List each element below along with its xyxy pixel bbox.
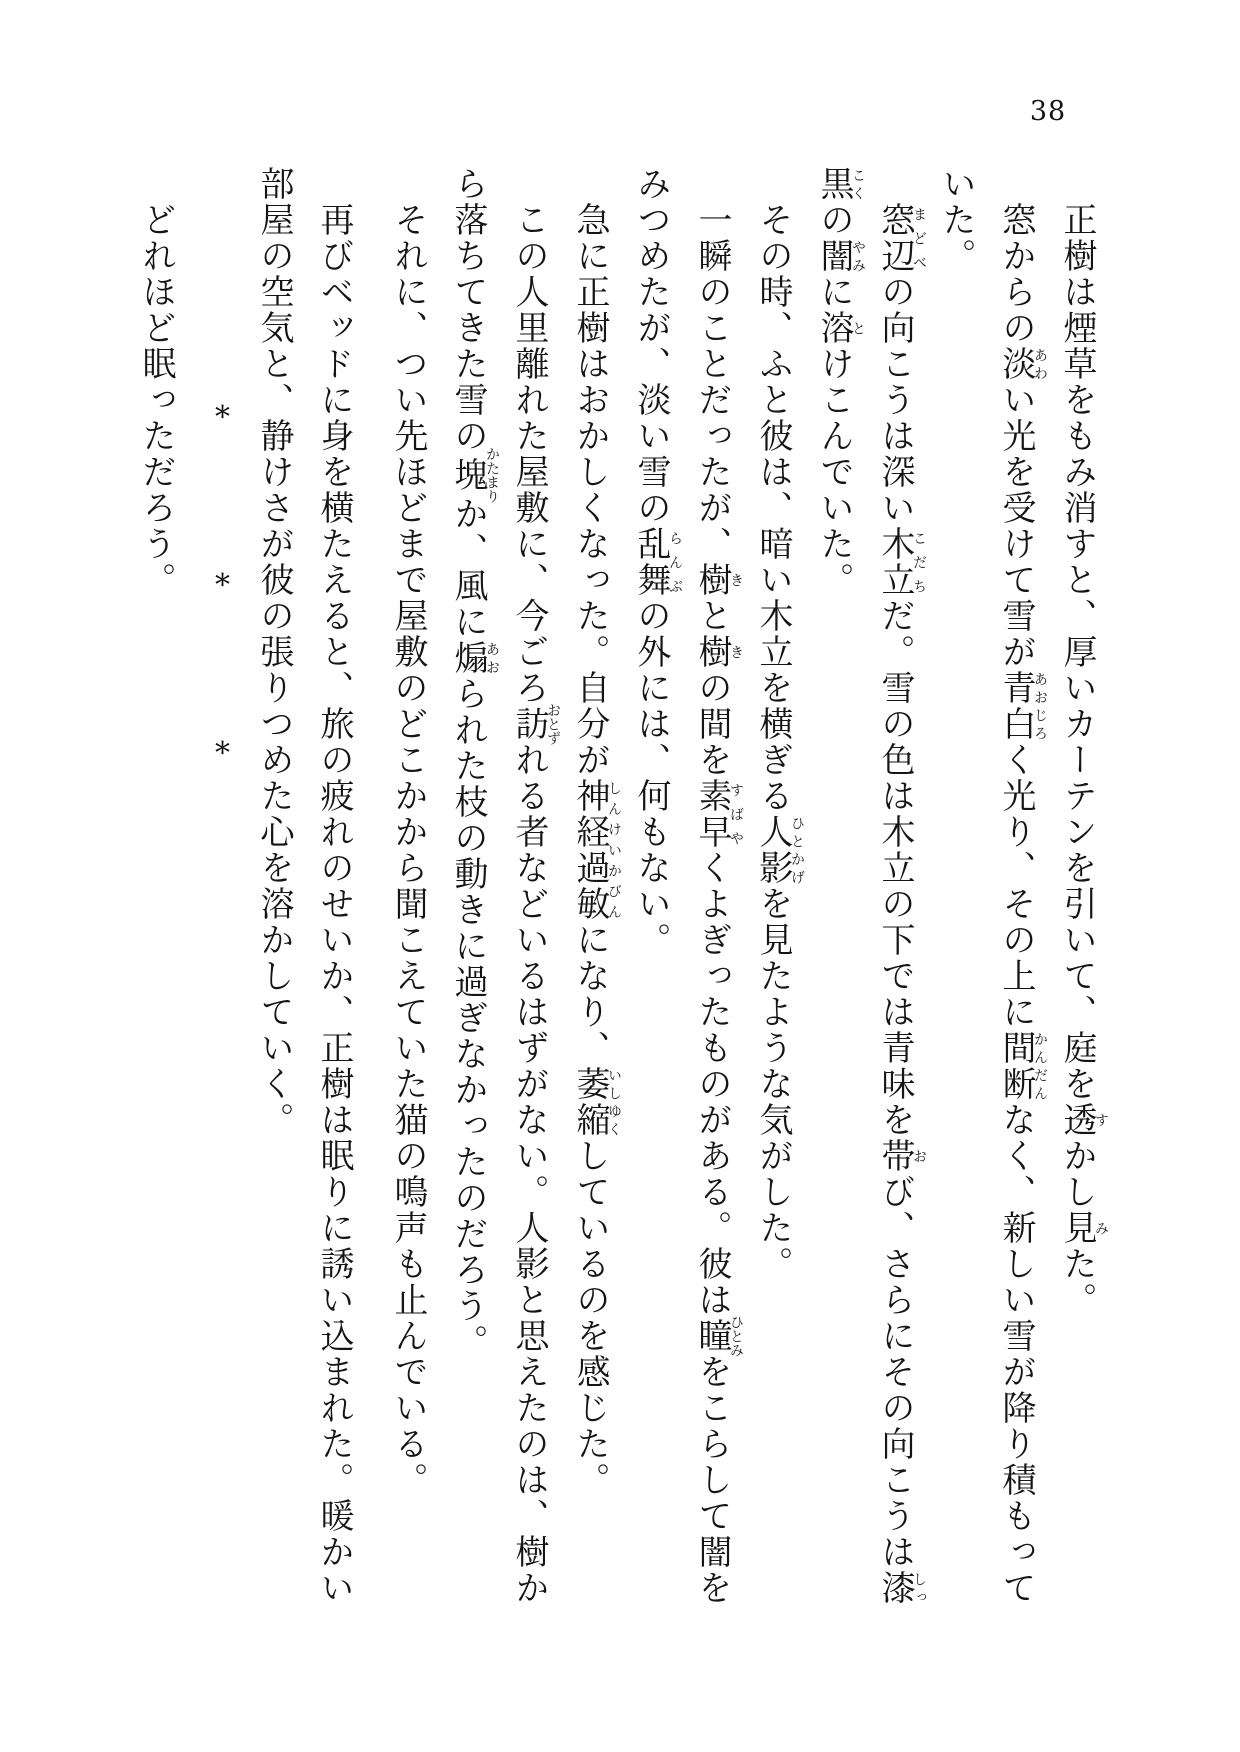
ruby-word: 乱舞らんぶ	[631, 526, 683, 598]
ruby-word: 木立こだち	[875, 526, 927, 598]
separator-asterisk: *	[205, 736, 240, 771]
page-number: 38	[1029, 96, 1067, 127]
ruby-word: 黒こく	[814, 166, 866, 202]
text-column: 急に正樹はおかしくなった。自分が神経過敏しんけいかびんになり、萎縮いしゆくしているのを感じた。	[570, 202, 622, 1498]
ruby-word: 淡あわ	[996, 346, 1048, 382]
ruby-word: 透す	[1057, 1102, 1109, 1138]
ruby-word: 煽あお	[448, 640, 500, 676]
ruby-word: 人影ひとかげ	[753, 814, 805, 886]
text-column: どれほど眠っただろう。	[136, 202, 176, 598]
ruby-word: 間断かんだん	[996, 1030, 1048, 1102]
separator-line	[200, 166, 244, 1624]
ruby-word: 窓辺まどべ	[875, 202, 927, 274]
ruby-word: 青白あおじろ	[996, 670, 1048, 742]
ruby-word: 闇やみ	[814, 238, 866, 274]
ruby-word: 見み	[1057, 1210, 1109, 1246]
text-column: いた。	[936, 166, 976, 274]
ruby-word: 塊かたまり	[448, 447, 500, 503]
text-column: 窓辺まどべの向こうは深い木立こだちだ。雪の色は木立の下では青味を帯おび、さらにその向こうは漆しっ	[875, 202, 927, 1606]
ruby-word: 帯お	[875, 1138, 927, 1174]
ruby-word: 萎縮いしゆく	[570, 1066, 622, 1138]
text-column: この人里離れた屋敷に、今ごろ訪おとずれる者などいるはずがない。人影と思えたのは、樹か	[509, 202, 561, 1606]
text-column: 一瞬のことだったが、樹きと樹きの間を素早すばやくよぎったものがある。彼は瞳ひとみをこらして闇を	[692, 202, 744, 1606]
text-column: 正樹は煙草をもみ消すと、厚いカーテンを引いて、庭を透すかし見みた。	[1057, 202, 1109, 1318]
ruby-word: 樹き	[692, 562, 744, 598]
text-column: みつめたが、淡い雪の乱舞らんぶの外には、何もない。	[631, 166, 683, 958]
text-column: その時、ふと彼は、暗い木立を横ぎる人影ひとかげを見たような気がした。	[753, 202, 805, 1282]
ruby-word: 漆しっ	[875, 1570, 927, 1606]
text-column: 黒こくの闇やみに溶とけこんでいた。	[814, 166, 866, 598]
separator-asterisk: *	[205, 400, 240, 435]
text-column: ら落ちてきた雪の塊かたまりか、風に煽あおられた枝の動きに過ぎなかったのだろう。	[448, 166, 500, 1360]
text-column: 部屋の空気と、静けさが彼の張りつめた心を溶かしていく。	[254, 166, 294, 1138]
ruby-word: 訪おとず	[509, 703, 561, 745]
text-column: 再びベッドに身を横たえると、旅の疲れのせいか、正樹は眠りに誘い込まれた。暖かい	[314, 202, 354, 1606]
vertical-text-block	[126, 166, 1108, 1624]
ruby-word: 素早すばや	[692, 778, 744, 850]
separator-asterisk: *	[205, 568, 240, 603]
ruby-word: 瞳ひとみ	[692, 1315, 744, 1357]
ruby-word: 神経過敏しんけいかびん	[570, 778, 622, 922]
text-column: 窓からの淡あわい光を受けて雪が青白あおじろく光り、その上に間断かんだんなく、新しい雪が降り積もって	[996, 202, 1048, 1606]
ruby-word: 樹き	[692, 634, 744, 670]
ruby-word: 溶と	[814, 310, 866, 346]
text-column: それに、つい先ほどまで屋敷のどこかから聞こえていた猫の鳴声も止んでいる。	[388, 202, 428, 1498]
